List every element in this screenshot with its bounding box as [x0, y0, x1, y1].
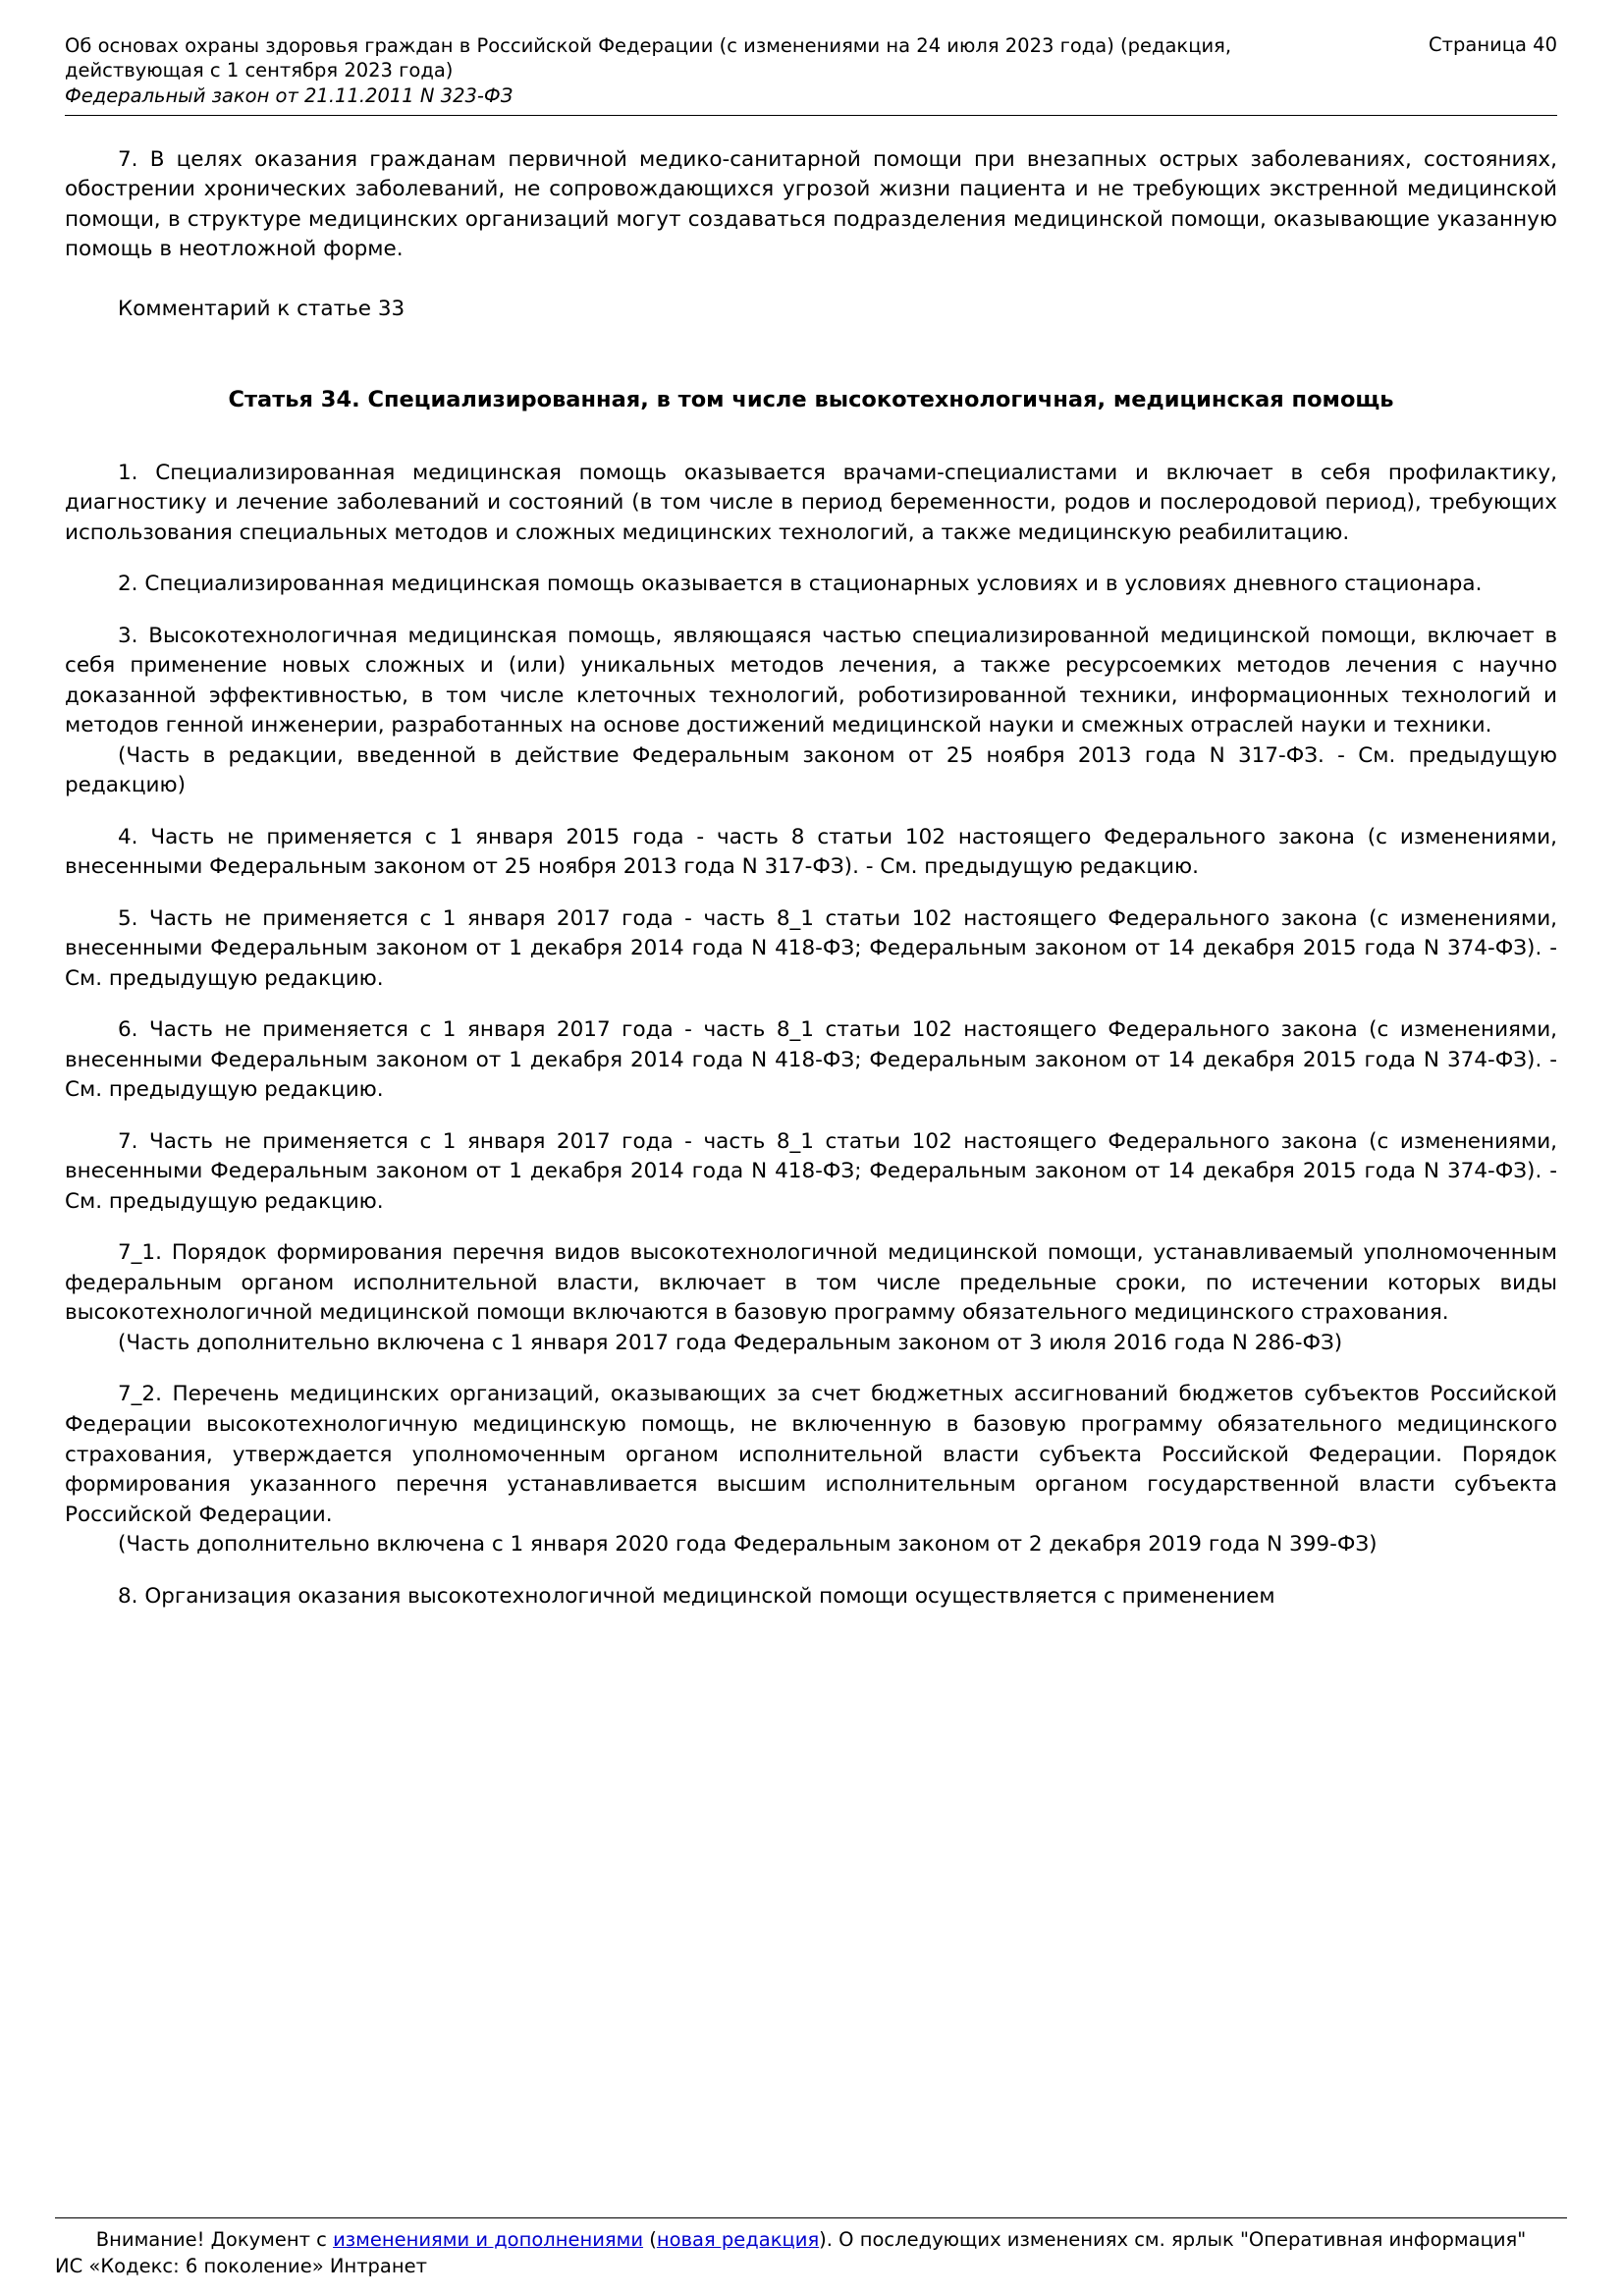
spacer [65, 1560, 1557, 1582]
footer-attention-prefix: Внимание! Документ с [95, 2228, 334, 2252]
spacer [65, 883, 1557, 904]
paragraph-7-1-note: (Часть дополнительно включена с 1 января 2017 года Федеральным законом от 3 июля 2016 года N 286-ФЗ) [118, 1330, 1343, 1355]
footer-divider [55, 2217, 1567, 2218]
footer-attention-suffix: ). О последующих изменениях см. ярлык "Оперативная информация" [819, 2228, 1527, 2252]
paragraph-4: 4. Часть не применяется с 1 января 2015 года - часть 8 статьи 102 настоящего Федерального закона (с изменениями, внесенными Федеральным законом от 25 ноября 2013 года N 317-ФЗ). - См. предыдущую редакцию. [65, 824, 1557, 880]
spacer [65, 1106, 1557, 1127]
paragraph-8: 8. Организация оказания высокотехнологичной медицинской помощи осуществляется с применением [118, 1583, 1275, 1609]
document-title: Об основах охраны здоровья граждан в Российской Федерации (с изменениями на 24 июля 2023 года) (редакция, действующая с 1 сентября 2023 года) [65, 34, 1232, 82]
page-number: Страница 40 [1429, 33, 1557, 56]
link-changes-and-additions[interactable]: изменениями и дополнениями [333, 2228, 644, 2252]
footer-system-info: ИС «Кодекс: 6 поколение» Интранет [55, 2254, 427, 2277]
paragraph-7: 7. Часть не применяется с 1 января 2017 года - часть 8_1 статьи 102 настоящего Федерального закона (с изменениями, внесенными Федеральным законом от 1 декабря 2014 года N 418-ФЗ; Федеральным законом от 14 декабря 2015 года N 374-ФЗ). - См. предыдущую редакцию. [65, 1128, 1557, 1214]
paragraph-7-2-note: (Часть дополнительно включена с 1 января 2020 года Федеральным законом от 2 декабря 2019 года N 399-ФЗ) [118, 1532, 1378, 1558]
spacer [65, 994, 1557, 1015]
paragraph-3: 3. Высокотехнологичная медицинская помощь, являющаяся частью специализированной медицинской помощи, включает в себя применение новых сложных и (или) уникальных методов лечения, а также ресурсоемких методов лечения с научно доказанной эффективностью, в том числе клеточных технологий, роботизированной техники, информационных технологий и методов генной инженерии, разработанных на основе достижений медицинской науки и смежных отраслей науки и техники. [65, 623, 1557, 738]
link-new-edition[interactable]: новая редакция [656, 2228, 820, 2252]
page-footer [0, 2217, 1622, 2296]
header-top-row [65, 33, 1557, 83]
paragraph-6: 6. Часть не применяется с 1 января 2017 года - часть 8_1 статьи 102 настоящего Федерального закона (с изменениями, внесенными Федеральным законом от 1 декабря 2014 года N 418-ФЗ; Федеральным законом от 14 декабря 2015 года N 374-ФЗ). - См. предыдущую редакцию. [65, 1017, 1557, 1103]
article-title-block [65, 385, 1557, 414]
footer-middle: ( [643, 2228, 657, 2252]
spacer [65, 265, 1557, 295]
spacer [65, 801, 1557, 823]
spacer [65, 1358, 1557, 1380]
document-body [65, 145, 1557, 1612]
paragraph-7-1: 7_1. Порядок формирования перечня видов высокотехнологичной медицинской помощи, устанавливаемый уполномоченным федеральным органом исполнительной власти, включает в том числе предельные сроки, по истечении которых виды высокотехнологичной медицинской помощи включаются в базовую программу обязательного медицинского страхования. [65, 1240, 1557, 1326]
comment-article-33: Комментарий к статье 33 [118, 296, 406, 321]
paragraph-5: 5. Часть не применяется с 1 января 2017 года - часть 8_1 статьи 102 настоящего Федерального закона (с изменениями, внесенными Федеральным законом от 1 декабря 2014 года N 418-ФЗ; Федеральным законом от 14 декабря 2015 года N 374-ФЗ). - См. предыдущую редакцию. [65, 905, 1557, 991]
law-reference: Федеральный закон от 21.11.2011 N 323-ФЗ [65, 83, 514, 107]
paragraph-7-2: 7_2. Перечень медицинских организаций, оказывающих за счет бюджетных ассигнований бюджетов субъектов Российской Федерации высокотехнологичную медицинскую помощь, не включенную в базовую программу обязательного медицинского страхования, утверждается уполномоченным органом исполнительной власти субъекта Российской Федерации. Порядок формирования указанного перечня устанавливается высшим исполнительным органом государственной власти субъекта Российской Федерации. [65, 1382, 1557, 1527]
page-header [65, 33, 1557, 116]
header-divider [65, 115, 1557, 116]
spacer [65, 600, 1557, 622]
article-34-title: Статья 34. Специализированная, в том числе высокотехнологичная, медицинская помощь [228, 387, 1394, 413]
footer-attention [55, 2227, 1567, 2252]
paragraph-2: 2. Специализированная медицинская помощь оказывается в стационарных условиях и в условиях дневного стационара. [118, 572, 1483, 597]
paragraph-1: 1. Специализированная медицинская помощь оказывается врачами-специалистами и включает в себя профилактику, диагностику и лечение заболеваний и состояний (в том числе в период беременности, родов и послеродовой период), требующих использования специальных методов и сложных медицинских технологий, а также медицинскую реабилитацию. [65, 460, 1557, 545]
spacer [65, 548, 1557, 570]
paragraph-3-note: (Часть в редакции, введенной в действие Федеральным законом от 25 ноября 2013 года N 317-ФЗ. - См. предыдущую редакцию) [65, 742, 1557, 798]
spacer [65, 1217, 1557, 1238]
paragraph-7-previous: 7. В целях оказания гражданам первичной медико-санитарной помощи при внезапных острых заболеваниях, состояниях, обострении хронических заболеваний, не сопровождающихся угрозой жизни пациента и не требующих экстренной медицинской помощи, в структуре медицинских организаций могут создаваться подразделения медицинской помощи, оказывающие указанную помощь в неотложной форме. [65, 146, 1557, 262]
